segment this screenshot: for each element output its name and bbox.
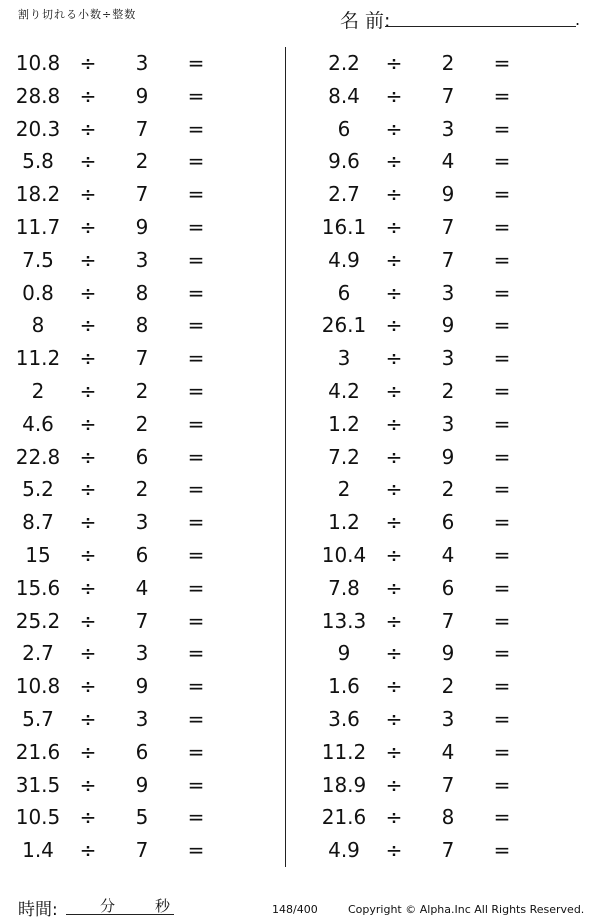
dividend: 8.4 — [328, 83, 360, 108]
problem-row — [306, 835, 596, 868]
division-sign: ÷ — [79, 477, 97, 502]
divisor: 9 — [441, 182, 455, 207]
divisor: 6 — [135, 542, 149, 567]
division-sign: ÷ — [385, 510, 403, 535]
equals-sign: = — [187, 838, 205, 863]
problem-row — [306, 442, 596, 475]
dividend: 3 — [337, 346, 351, 371]
right-problem-column — [306, 48, 596, 868]
dividend: 4.9 — [328, 838, 360, 863]
divisor: 9 — [441, 641, 455, 666]
problem-row — [306, 671, 596, 704]
dividend: 1.2 — [328, 411, 360, 436]
problem-row — [306, 81, 596, 114]
page-number: 148/400 — [272, 903, 318, 916]
division-sign: ÷ — [385, 214, 403, 239]
division-sign: ÷ — [385, 608, 403, 633]
divisor: 6 — [135, 739, 149, 764]
division-sign: ÷ — [79, 247, 97, 272]
problem-row — [306, 343, 596, 376]
dividend: 11.7 — [15, 214, 61, 239]
problem-row — [306, 310, 596, 343]
dividend: 8 — [31, 313, 45, 338]
division-sign: ÷ — [79, 542, 97, 567]
dividend: 13.3 — [321, 608, 367, 633]
dividend: 26.1 — [321, 313, 367, 338]
division-sign: ÷ — [385, 51, 403, 75]
equals-sign: = — [493, 575, 511, 600]
dividend: 7.5 — [22, 247, 54, 272]
equals-sign: = — [187, 214, 205, 239]
equals-sign: = — [493, 247, 511, 272]
copyright-text: Copyright © Alpha.Inc All Rights Reserved. — [348, 903, 585, 916]
problem-row — [306, 179, 596, 212]
equals-sign: = — [493, 149, 511, 174]
division-sign: ÷ — [385, 772, 403, 797]
divisor: 7 — [135, 182, 149, 207]
divisor: 2 — [441, 378, 455, 403]
problem-row — [0, 442, 290, 475]
divisor: 9 — [441, 313, 455, 338]
problem-row — [0, 245, 290, 278]
division-sign: ÷ — [79, 51, 97, 75]
problem-row — [0, 114, 290, 147]
divisor: 9 — [135, 83, 149, 108]
problem-row — [0, 48, 290, 81]
problem-row — [0, 343, 290, 376]
problem-row — [0, 835, 290, 868]
equals-sign: = — [493, 378, 511, 403]
dividend: 21.6 — [321, 805, 367, 830]
problem-row — [306, 540, 596, 573]
equals-sign: = — [493, 739, 511, 764]
dividend: 11.2 — [321, 739, 367, 764]
problem-row — [0, 671, 290, 704]
dividend: 11.2 — [15, 346, 61, 371]
problem-row — [306, 212, 596, 245]
equals-sign: = — [187, 182, 205, 207]
equals-sign: = — [493, 51, 511, 75]
dividend: 2 — [31, 378, 45, 403]
division-sign: ÷ — [385, 149, 403, 174]
division-sign: ÷ — [79, 313, 97, 338]
problem-row — [0, 802, 290, 835]
dividend: 22.8 — [15, 444, 61, 469]
equals-sign: = — [493, 706, 511, 731]
dividend: 31.5 — [15, 772, 61, 797]
divisor: 2 — [135, 477, 149, 502]
divisor: 9 — [441, 444, 455, 469]
dividend: 2.7 — [328, 182, 360, 207]
problem-row — [0, 179, 290, 212]
equals-sign: = — [187, 477, 205, 502]
problem-row — [306, 737, 596, 770]
divisor: 3 — [135, 706, 149, 731]
minutes-label: 分 — [100, 897, 116, 915]
worksheet-title: 割り切れる小数÷整数 — [18, 8, 137, 21]
name-label: 名 前: — [340, 10, 391, 32]
division-sign: ÷ — [385, 706, 403, 731]
problem-row — [0, 376, 290, 409]
equals-sign: = — [187, 116, 205, 141]
dividend: 0.8 — [22, 280, 54, 305]
division-sign: ÷ — [79, 805, 97, 830]
dividend: 25.2 — [15, 608, 61, 633]
equals-sign: = — [187, 641, 205, 666]
divisor: 3 — [135, 510, 149, 535]
divisor: 7 — [441, 247, 455, 272]
dividend: 1.6 — [328, 674, 360, 699]
equals-sign: = — [187, 805, 205, 830]
division-sign: ÷ — [385, 378, 403, 403]
divisor: 7 — [135, 346, 149, 371]
division-sign: ÷ — [385, 805, 403, 830]
equals-sign: = — [187, 444, 205, 469]
division-sign: ÷ — [385, 346, 403, 371]
problem-row — [306, 114, 596, 147]
dividend: 21.6 — [15, 739, 61, 764]
divisor: 2 — [441, 477, 455, 502]
divisor: 7 — [135, 116, 149, 141]
divisor: 7 — [441, 608, 455, 633]
dividend: 2.2 — [328, 51, 360, 75]
problem-row — [0, 638, 290, 671]
division-sign: ÷ — [79, 182, 97, 207]
divisor: 6 — [441, 510, 455, 535]
seconds-label: 秒 — [155, 897, 171, 915]
divisor: 9 — [135, 772, 149, 797]
divisor: 6 — [441, 575, 455, 600]
divisor: 7 — [441, 772, 455, 797]
problem-row — [0, 606, 290, 639]
dividend: 4.6 — [22, 411, 54, 436]
time-label: 時間: — [18, 900, 58, 920]
dividend: 7.8 — [328, 575, 360, 600]
division-sign: ÷ — [79, 214, 97, 239]
equals-sign: = — [187, 739, 205, 764]
equals-sign: = — [493, 477, 511, 502]
divisor: 7 — [135, 838, 149, 863]
division-sign: ÷ — [79, 346, 97, 371]
divisor: 7 — [441, 214, 455, 239]
divisor: 6 — [135, 444, 149, 469]
division-sign: ÷ — [79, 772, 97, 797]
dividend: 18.9 — [321, 772, 367, 797]
equals-sign: = — [493, 772, 511, 797]
equals-sign: = — [493, 346, 511, 371]
divisor: 8 — [441, 805, 455, 830]
division-sign: ÷ — [385, 542, 403, 567]
division-sign: ÷ — [79, 674, 97, 699]
equals-sign: = — [187, 247, 205, 272]
division-sign: ÷ — [79, 608, 97, 633]
dividend: 16.1 — [321, 214, 367, 239]
equals-sign: = — [187, 674, 205, 699]
problem-row — [0, 146, 290, 179]
problem-row — [306, 48, 596, 81]
problem-row — [0, 278, 290, 311]
equals-sign: = — [187, 346, 205, 371]
divisor: 2 — [135, 411, 149, 436]
problem-row — [306, 802, 596, 835]
division-sign: ÷ — [385, 280, 403, 305]
dividend: 5.7 — [22, 706, 54, 731]
divisor: 5 — [135, 805, 149, 830]
divisor: 3 — [441, 346, 455, 371]
dividend: 9.6 — [328, 149, 360, 174]
division-sign: ÷ — [79, 116, 97, 141]
equals-sign: = — [493, 641, 511, 666]
division-sign: ÷ — [385, 739, 403, 764]
divisor: 9 — [135, 214, 149, 239]
equals-sign: = — [187, 772, 205, 797]
division-sign: ÷ — [79, 83, 97, 108]
division-sign: ÷ — [385, 411, 403, 436]
problem-row — [0, 770, 290, 803]
dividend: 10.4 — [321, 542, 367, 567]
dividend: 5.2 — [22, 477, 54, 502]
problem-row — [0, 540, 290, 573]
divisor: 8 — [135, 280, 149, 305]
divisor: 3 — [135, 641, 149, 666]
problem-row — [0, 704, 290, 737]
equals-sign: = — [493, 280, 511, 305]
equals-sign: = — [187, 510, 205, 535]
equals-sign: = — [493, 838, 511, 863]
division-sign: ÷ — [385, 116, 403, 141]
problem-row — [306, 770, 596, 803]
dividend: 4.2 — [328, 378, 360, 403]
dividend: 9 — [337, 641, 351, 666]
equals-sign: = — [493, 608, 511, 633]
problem-row — [306, 245, 596, 278]
division-sign: ÷ — [79, 739, 97, 764]
dividend: 5.8 — [22, 149, 54, 174]
division-sign: ÷ — [385, 838, 403, 863]
problem-row — [306, 638, 596, 671]
divisor: 3 — [441, 706, 455, 731]
problem-row — [306, 704, 596, 737]
division-sign: ÷ — [79, 444, 97, 469]
equals-sign: = — [493, 182, 511, 207]
division-sign: ÷ — [79, 838, 97, 863]
equals-sign: = — [493, 83, 511, 108]
division-sign: ÷ — [79, 510, 97, 535]
divisor: 4 — [441, 542, 455, 567]
equals-sign: = — [187, 83, 205, 108]
equals-sign: = — [493, 674, 511, 699]
problem-row — [0, 474, 290, 507]
equals-sign: = — [493, 805, 511, 830]
dividend: 10.5 — [15, 805, 61, 830]
divisor: 2 — [441, 51, 455, 75]
problem-row — [0, 573, 290, 606]
divisor: 7 — [441, 838, 455, 863]
dividend: 15 — [25, 542, 51, 567]
problem-row — [306, 146, 596, 179]
divisor: 2 — [441, 674, 455, 699]
problem-row — [0, 81, 290, 114]
division-sign: ÷ — [385, 83, 403, 108]
problem-row — [0, 737, 290, 770]
name-field-line[interactable] — [385, 26, 576, 27]
division-sign: ÷ — [385, 477, 403, 502]
dividend: 6 — [337, 280, 351, 305]
problem-row — [0, 507, 290, 540]
problem-row — [306, 507, 596, 540]
divisor: 4 — [441, 739, 455, 764]
dividend: 6 — [337, 116, 351, 141]
division-sign: ÷ — [79, 411, 97, 436]
equals-sign: = — [187, 411, 205, 436]
equals-sign: = — [493, 313, 511, 338]
division-sign: ÷ — [79, 378, 97, 403]
divisor: 4 — [135, 575, 149, 600]
dividend: 28.8 — [15, 83, 61, 108]
dividend: 3.6 — [328, 706, 360, 731]
equals-sign: = — [493, 214, 511, 239]
problem-row — [306, 474, 596, 507]
dividend: 2 — [337, 477, 351, 502]
divisor: 3 — [135, 247, 149, 272]
divisor: 3 — [135, 51, 149, 75]
divisor: 3 — [441, 116, 455, 141]
equals-sign: = — [187, 542, 205, 567]
left-problem-column — [0, 48, 290, 868]
equals-sign: = — [187, 313, 205, 338]
division-sign: ÷ — [79, 706, 97, 731]
equals-sign: = — [187, 608, 205, 633]
dividend: 10.8 — [15, 51, 61, 75]
dividend: 15.6 — [15, 575, 61, 600]
dividend: 8.7 — [22, 510, 54, 535]
divisor: 8 — [135, 313, 149, 338]
dividend: 1.4 — [22, 838, 54, 863]
divisor: 2 — [135, 149, 149, 174]
divisor: 7 — [441, 83, 455, 108]
division-sign: ÷ — [385, 674, 403, 699]
name-end-dot: . — [575, 10, 581, 29]
equals-sign: = — [187, 280, 205, 305]
division-sign: ÷ — [79, 575, 97, 600]
division-sign: ÷ — [79, 641, 97, 666]
divisor: 3 — [441, 280, 455, 305]
dividend: 18.2 — [15, 182, 61, 207]
divisor: 3 — [441, 411, 455, 436]
divisor: 2 — [135, 378, 149, 403]
division-sign: ÷ — [385, 313, 403, 338]
division-sign: ÷ — [79, 149, 97, 174]
division-sign: ÷ — [385, 641, 403, 666]
equals-sign: = — [493, 116, 511, 141]
dividend: 1.2 — [328, 510, 360, 535]
problem-row — [0, 212, 290, 245]
division-sign: ÷ — [79, 280, 97, 305]
problem-row — [0, 409, 290, 442]
divisor: 4 — [441, 149, 455, 174]
equals-sign: = — [187, 149, 205, 174]
equals-sign: = — [187, 378, 205, 403]
problem-row — [306, 278, 596, 311]
divisor: 7 — [135, 608, 149, 633]
dividend: 2.7 — [22, 641, 54, 666]
dividend: 4.9 — [328, 247, 360, 272]
equals-sign: = — [187, 51, 205, 75]
equals-sign: = — [187, 706, 205, 731]
equals-sign: = — [493, 444, 511, 469]
equals-sign: = — [187, 575, 205, 600]
dividend: 7.2 — [328, 444, 360, 469]
dividend: 10.8 — [15, 674, 61, 699]
problem-row — [306, 409, 596, 442]
equals-sign: = — [493, 542, 511, 567]
problem-row — [306, 376, 596, 409]
division-sign: ÷ — [385, 182, 403, 207]
division-sign: ÷ — [385, 247, 403, 272]
equals-sign: = — [493, 510, 511, 535]
problem-row — [306, 573, 596, 606]
problem-row — [0, 310, 290, 343]
dividend: 20.3 — [15, 116, 61, 141]
equals-sign: = — [493, 411, 511, 436]
division-sign: ÷ — [385, 444, 403, 469]
divisor: 9 — [135, 674, 149, 699]
division-sign: ÷ — [385, 575, 403, 600]
problem-row — [306, 606, 596, 639]
